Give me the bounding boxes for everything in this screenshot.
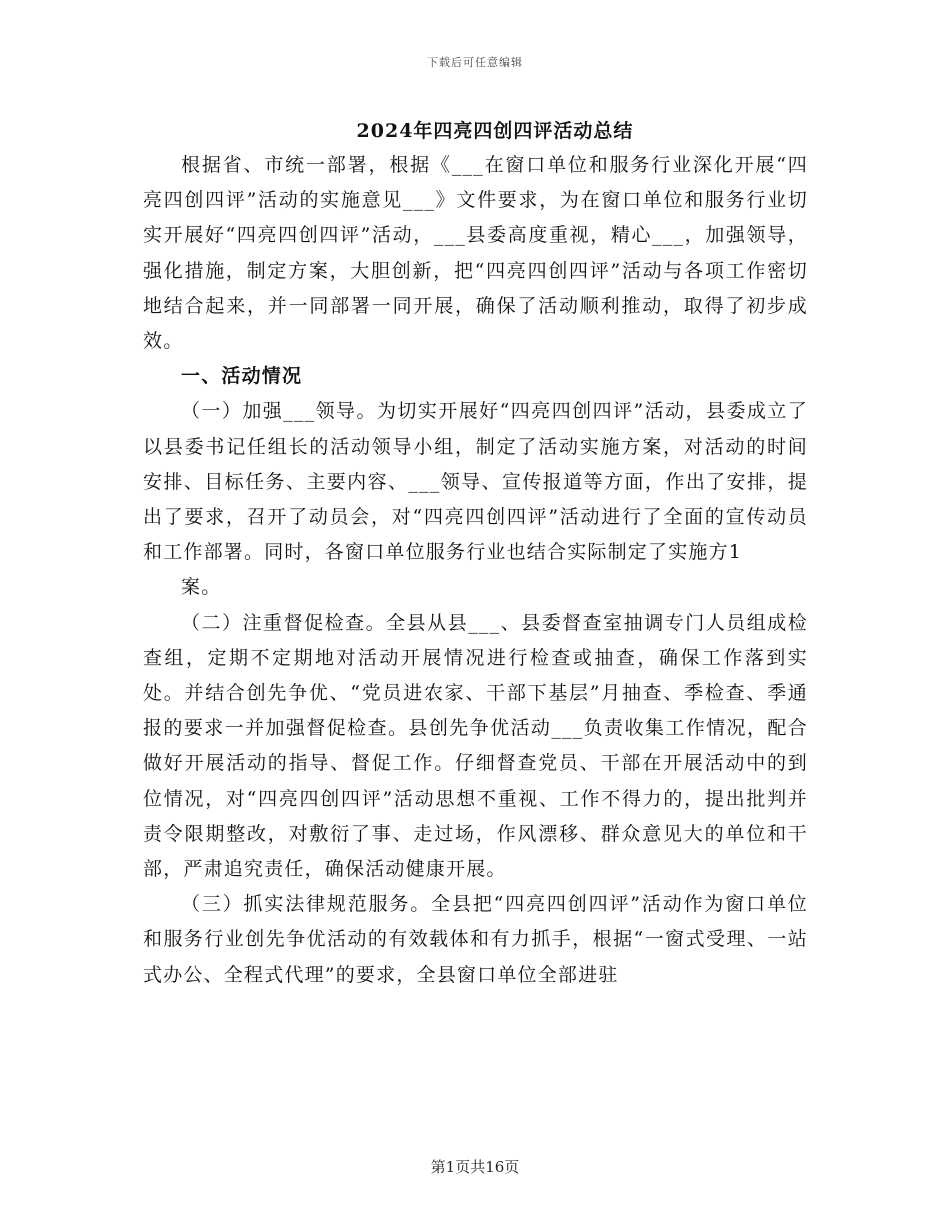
paragraph-continuation: 案。 <box>181 576 222 599</box>
paragraph-supervision: （二）注重督促检查。全县从县___、县委督查室抽调专门人员组成检查组，定期不定期地对活动开展情况进行检查或抽查，确保工作落到实处。并结合创先争优、“党员进农家、干部下基层”月抽查、季检查、季通报的要求一并加强督促检查。县创先争优活动___负责收集工作情况，配合做好开展活动的指导、督促工作。仔细督查党员、干部在开展活动中的到位情况，对“四亮四创四评”活动思想不重视、工作不得力的，提出批判并责令限期整改，对敷衍了事、走过场，作风漂移、群众意见大的单位和干部，严肃追究责任，确保活动健康开展。 <box>143 611 808 881</box>
intro-paragraph: 根据省、市统一部署，根据《___在窗口单位和服务行业深化开展“四亮四创四评”活动的实施意见___》文件要求，为在窗口单位和服务行业切实开展好“四亮四创四评”活动，___县委高度重视，精心___，加强领导，强化措施，制定方案，大胆创新，把“四亮四创四评”活动与各项工作密切地结合起来，并一同部署一同开展，确保了活动顺利推动，取得了初步成效。 <box>143 154 808 353</box>
document-title: 2024年四亮四创四评活动总结 <box>356 120 634 142</box>
section-heading-activity: 一、活动情况 <box>181 365 303 388</box>
paragraph-legal-service: （三）抓实法律规范服务。全县把“四亮四创四评”活动作为窗口单位和服务行业创先争优活动的有效载体和有力抓手，根据“一窗式受理、一站式办公、全程式代理”的要求，全县窗口单位全部进驻 <box>143 893 808 986</box>
page-number: 第1页共16页 <box>430 1158 520 1176</box>
paragraph-leadership: （一）加强___领导。为切实开展好“四亮四创四评”活动，县委成立了以县委书记任组长的活动领导小组，制定了活动实施方案，对活动的时间安排、目标任务、主要内容、___领导、宣传报道等方面，作出了安排，提出了要求，召开了动员会，对“四亮四创四评”活动进行了全面的宣传动员和工作部署。同时，各窗口单位服务行业也结合实际制定了实施方1 <box>143 400 808 564</box>
header-note: 下载后可任意编辑 <box>427 56 523 69</box>
document-body <box>143 148 808 993</box>
